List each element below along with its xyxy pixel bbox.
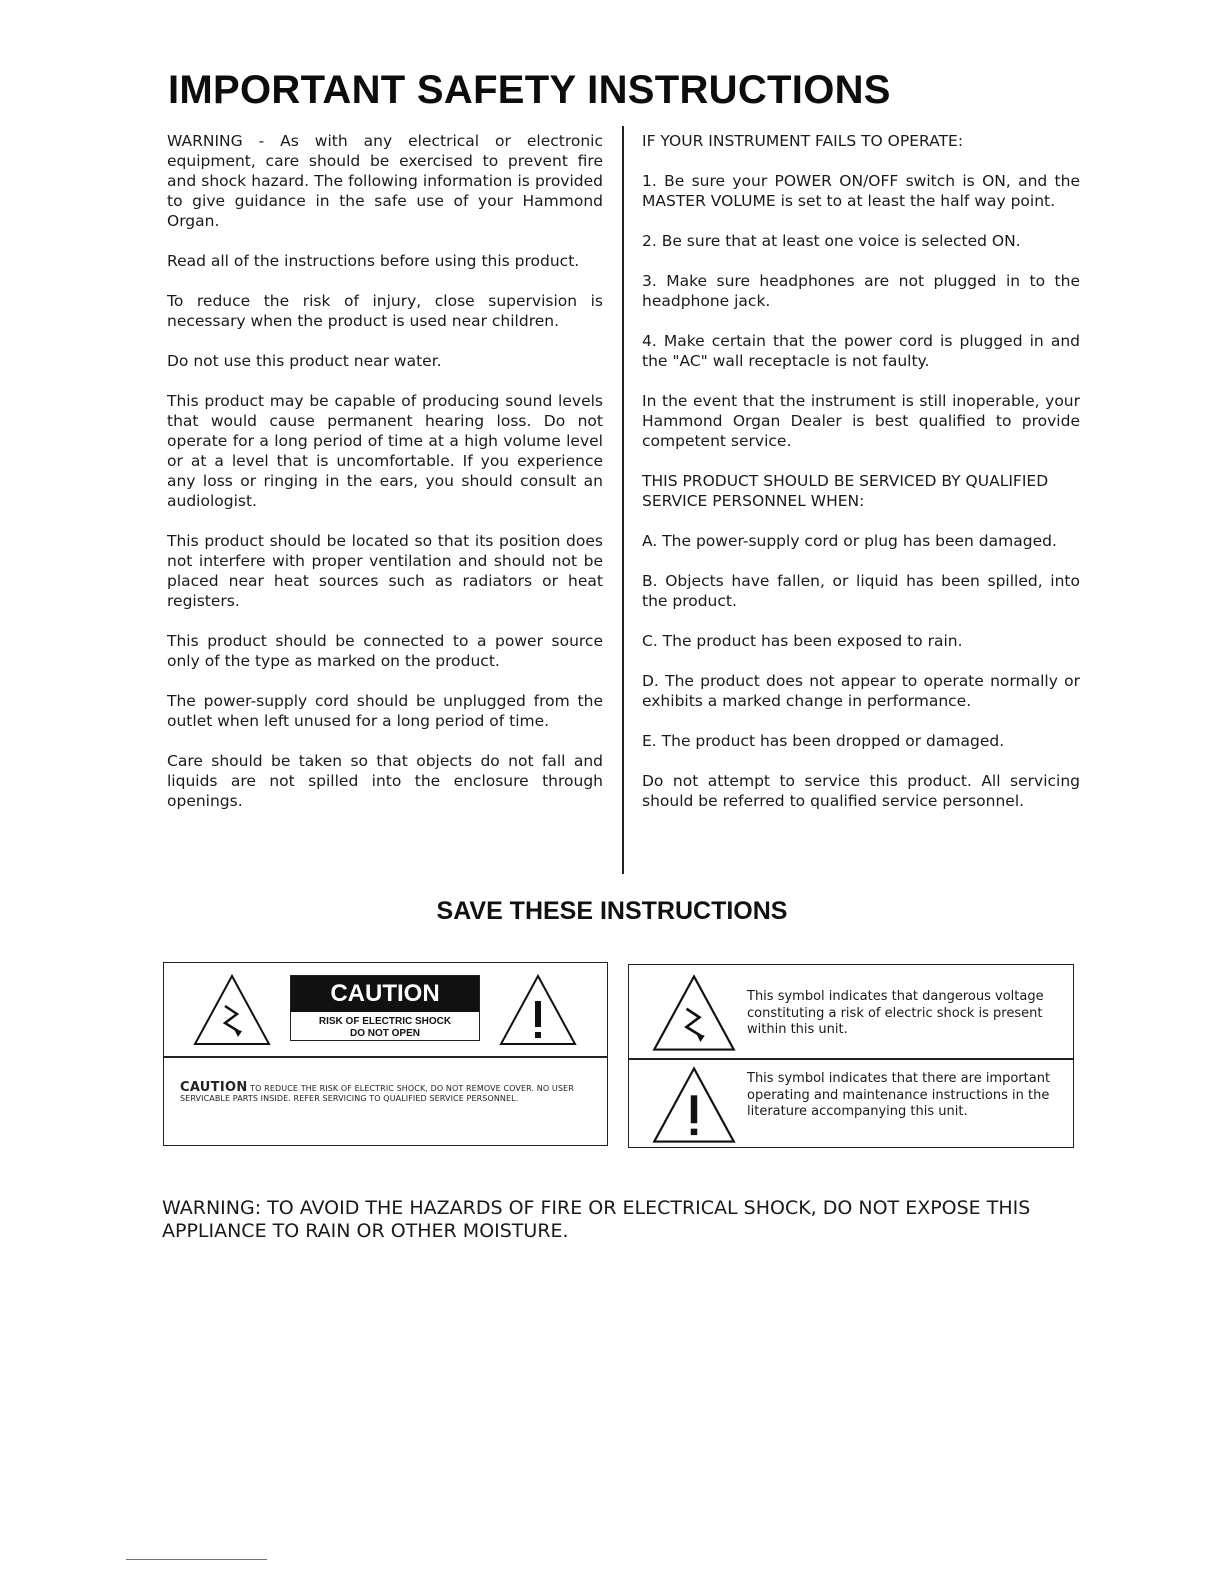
caution-banner <box>290 975 480 1041</box>
caution-heading: CAUTION <box>291 976 479 1012</box>
paragraph: This product should be located so that its position does not interfere with proper ventilation and should not be placed near heat sources such as radiators or heat registers. <box>167 532 603 610</box>
paragraph: This product may be capable of producing sound levels that would cause permanent hearing loss. Do not operate for a long period of time at a high volume level or at a level that is uncomfortable. If you experience any loss or ringing in the ears, you should consult an audiologist. <box>167 392 603 510</box>
list-item: E. The product has been dropped or damaged. <box>642 732 1005 750</box>
list-item: A. The power-supply cord or plug has been damaged. <box>642 532 1057 550</box>
column-divider <box>622 126 624 874</box>
list-item: D. The product does not appear to operate normally or exhibits a marked change in performance. <box>642 672 1080 710</box>
section-heading: THIS PRODUCT SHOULD BE SERVICED BY QUALIFIED SERVICE PERSONNEL WHEN: <box>642 472 1049 510</box>
lightning-warning-icon <box>192 973 272 1047</box>
caution-notice <box>180 1080 600 1104</box>
paragraph: This product should be connected to a power source only of the type as marked on the product. <box>167 632 603 670</box>
box-divider <box>629 1058 1073 1060</box>
paragraph: In the event that the instrument is still inoperable, your Hammond Organ Dealer is best qualified to provide competent service. <box>642 392 1080 450</box>
paragraph: The power-supply cord should be unplugged from the outlet when left unused for a long period of time. <box>167 692 603 730</box>
paragraph: Read all of the instructions before using this product. <box>167 252 580 270</box>
caution-line-1: RISK OF ELECTRIC SHOCK <box>318 1016 452 1027</box>
caution-line-2: DO NOT OPEN <box>349 1028 420 1039</box>
lightning-warning-icon <box>651 973 737 1053</box>
list-item: 3. Make sure headphones are not plugged in to the headphone jack. <box>642 272 1080 310</box>
exclamation-symbol-description: This symbol indicates that there are important operating and maintenance instructions in the literature accompanying this unit. <box>747 1071 1051 1119</box>
caution-notice-lead: CAUTION <box>180 1080 248 1095</box>
footer-rule <box>126 1559 267 1560</box>
paragraph: Care should be taken so that objects do not fall and liquids are not spilled into the enclosure through openings. <box>167 752 603 810</box>
left-column <box>167 131 603 831</box>
exclamation-warning-icon <box>498 973 578 1047</box>
page-title: IMPORTANT SAFETY INSTRUCTIONS <box>168 68 891 112</box>
box-divider <box>164 1056 607 1058</box>
section-heading: IF YOUR INSTRUMENT FAILS TO OPERATE: <box>642 132 964 150</box>
paragraph: Do not attempt to service this product. All servicing should be referred to qualified service personnel. <box>642 772 1080 810</box>
caution-notice-body: TO REDUCE THE RISK OF ELECTRIC SHOCK, DO NOT REMOVE COVER. NO USER SERVICABLE PARTS INSIDE. REFER SERVICING TO QUALIFIED SERVICE PERSONNEL. <box>180 1084 574 1103</box>
bottom-warning: WARNING: TO AVOID THE HAZARDS OF FIRE OR ELECTRICAL SHOCK, DO NOT EXPOSE THIS APPLIANCE TO RAIN OR OTHER MOISTURE. <box>162 1197 1031 1242</box>
list-item: 1. Be sure your POWER ON/OFF switch is ON, and the MASTER VOLUME is set to at least the half way point. <box>642 172 1080 210</box>
paragraph: To reduce the risk of injury, close supervision is necessary when the product is used near children. <box>167 292 603 330</box>
list-item: 4. Make certain that the power cord is plugged in and the "AC" wall receptacle is not faulty. <box>642 332 1080 370</box>
exclamation-warning-icon <box>651 1065 737 1145</box>
caution-subtext <box>291 1012 479 1040</box>
paragraph: Do not use this product near water. <box>167 352 442 370</box>
symbols-explanation-box <box>628 964 1074 1148</box>
list-item: B. Objects have fallen, or liquid has been spilled, into the product. <box>642 572 1080 610</box>
list-item: C. The product has been exposed to rain. <box>642 632 963 650</box>
save-instructions-heading: SAVE THESE INSTRUCTIONS <box>436 897 788 925</box>
paragraph: WARNING - As with any electrical or electronic equipment, care should be exercised to prevent fire and shock hazard. The following information is provided to give guidance in the safe use of your Hammond Organ. <box>167 132 603 230</box>
list-item: 2. Be sure that at least one voice is selected ON. <box>642 232 1021 250</box>
right-column <box>642 131 1080 831</box>
lightning-symbol-description: This symbol indicates that dangerous voltage constituting a risk of electric shock is present within this unit. <box>747 989 1044 1037</box>
caution-label-box <box>163 962 608 1146</box>
